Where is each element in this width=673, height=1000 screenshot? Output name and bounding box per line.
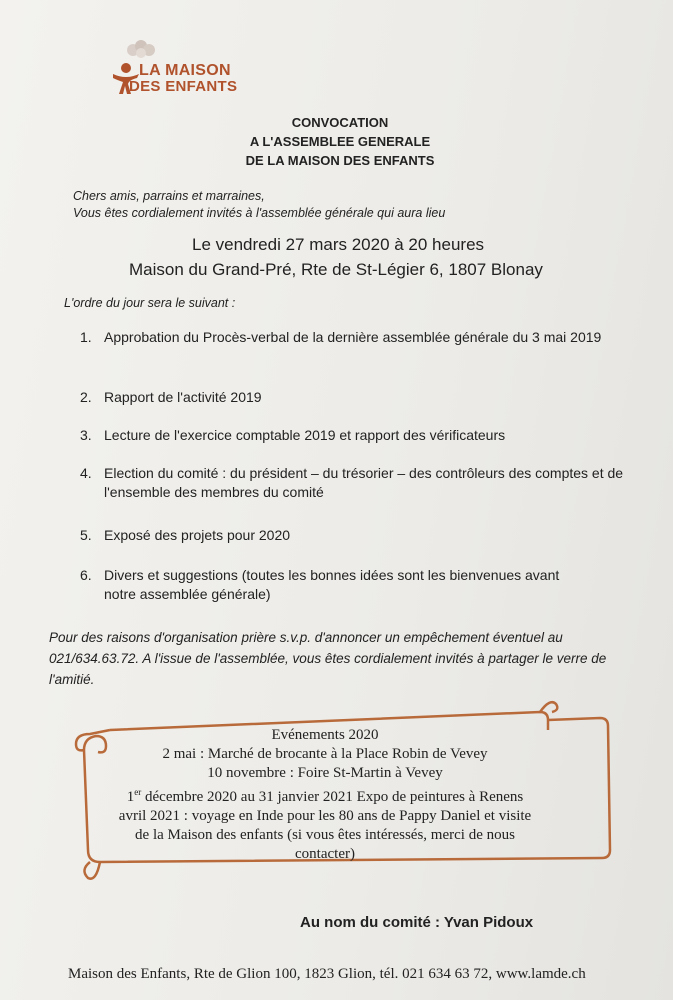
item-number: 4. [80, 465, 92, 481]
meeting-date-place [129, 232, 543, 282]
event-line [90, 783, 560, 807]
notice-paragraph: Pour des raisons d'organisation prière s.v.p. d'annoncer un empêchement éventuel au 021/634.63.72. A l'issue de l'assemblée, vous êtes cordialement invités à partager le verre de l'amitié. [49, 630, 607, 687]
heading-line: CONVOCATION [291, 115, 389, 130]
document-heading [205, 113, 475, 170]
event-line: 10 novembre : Foire St-Martin à Vevey [207, 765, 443, 781]
item-text: Election du comité : du président – du trésorier – des contrôleurs des comptes et de l'ensemble des membres du comité [104, 465, 624, 500]
event-line: avril 2021 : voyage en Inde pour les 80 ans de Pappy Daniel et visite [118, 808, 532, 824]
item-text: Approbation du Procès-verbal de la dernière assemblée générale du 3 mai 2019 [104, 329, 602, 345]
item-number: 6. [80, 567, 92, 583]
meeting-place: Maison du Grand-Pré, Rte de St-Légier 6, 1807 Blonay [129, 260, 543, 279]
logo-line-2: DES ENFANTS [129, 78, 238, 95]
logo-line-1: LA MAISON [139, 62, 231, 79]
item-text: Lecture de l'exercice comptable 2019 et rapport des vérificateurs [104, 427, 506, 443]
meeting-date: Le vendredi 27 mars 2020 à 20 heures [192, 235, 485, 254]
event-line: de la Maison des enfants (si vous êtes intéressés, merci de nous [135, 827, 515, 843]
greeting-line: Chers amis, parrains et marraines, [73, 189, 265, 203]
heading-line: A L'ASSEMBLEE GENERALE [249, 134, 431, 149]
signature: Au nom du comité : Yvan Pidoux [300, 914, 534, 931]
event-text: décembre 2020 au 31 janvier 2021 Expo de peintures à Renens [141, 789, 524, 805]
item-number: 3. [80, 427, 92, 443]
event-line: contacter) [295, 846, 355, 862]
events-list [90, 726, 560, 864]
footer-address: Maison des Enfants, Rte de Glion 100, 1823 Glion, tél. 021 634 63 72, www.lamde.ch [68, 966, 586, 982]
events-title: Evénements 2020 [271, 727, 379, 743]
greeting [73, 188, 445, 222]
item-number: 2. [80, 389, 92, 405]
ordinal-suffix: er [134, 787, 142, 797]
heading-line: DE LA MAISON DES ENFANTS [245, 153, 435, 168]
item-number: 5. [80, 527, 92, 543]
item-text: Divers et suggestions (toutes les bonnes idées sont les bienvenues avant notre assemblée générale) [104, 567, 560, 602]
event-line: 2 mai : Marché de brocante à la Place Robin de Vevey [162, 746, 488, 762]
item-text: Exposé des projets pour 2020 [104, 527, 291, 543]
maison-des-enfants-logo [103, 38, 243, 98]
greeting-line: Vous êtes cordialement invités à l'assemblée générale qui aura lieu [73, 206, 446, 220]
item-text: Rapport de l'activité 2019 [104, 389, 262, 405]
agenda-intro: L'ordre du jour sera le suivant : [64, 296, 236, 310]
item-number: 1. [80, 329, 92, 345]
event-day: 1 [126, 789, 135, 805]
